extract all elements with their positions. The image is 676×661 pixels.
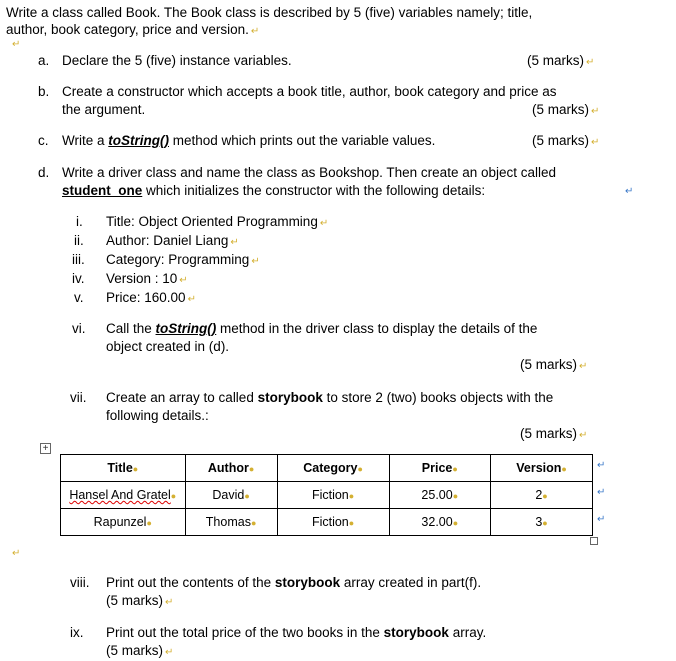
question-c-marks: (5 marks) ↵: [532, 133, 600, 148]
table-header-cell: Category●: [277, 455, 389, 482]
item-vii-line1: Create an array to called storybook to store 2 (two) books objects with the: [106, 390, 554, 405]
question-d-line2: student_one which initializes the constructor with the following details:: [62, 183, 486, 198]
table-cell: 32.00●: [389, 509, 491, 536]
row-end-mark: ↵: [597, 487, 606, 498]
table-header-cell: Price●: [389, 455, 491, 482]
item-vii-num: vii.: [70, 390, 87, 405]
table-cell: 3●: [491, 509, 593, 536]
detail-text: Author: Daniel Liang ↵: [106, 233, 239, 248]
question-b-marks: (5 marks) ↵: [532, 102, 600, 117]
item-ix-marks: (5 marks) ↵: [106, 643, 174, 658]
table-header-row: [61, 455, 593, 482]
question-a-text: Declare the 5 (five) instance variables.: [62, 53, 292, 68]
table-cell: David●: [185, 482, 277, 509]
table-row: [61, 509, 593, 536]
item-vi-line2: object created in (d).: [106, 339, 230, 354]
table-resize-handle[interactable]: [590, 537, 598, 545]
table-cell: Hansel And Gratel●: [61, 482, 186, 509]
item-viii-num: viii.: [70, 575, 90, 590]
detail-text: Category: Programming ↵: [106, 252, 260, 267]
row-end-mark: ↵: [597, 514, 606, 525]
item-viii-line1: Print out the contents of the storybook array created in part(f).: [106, 575, 482, 590]
detail-num: i.: [76, 214, 83, 229]
row-end-mark: ↵: [597, 460, 606, 471]
item-ix-num: ix.: [70, 625, 84, 640]
intro-line-1: Write a class called Book. The Book class is described by 5 (five) variables namely; title,: [6, 5, 533, 20]
table-cell: Thomas●: [185, 509, 277, 536]
detail-num: iii.: [72, 252, 85, 267]
item-vi-line1: Call the toString() method in the driver class to display the details of the: [106, 321, 538, 336]
books-table: [60, 454, 593, 536]
table-cell: Fiction●: [277, 482, 389, 509]
table-move-handle[interactable]: +: [40, 443, 51, 454]
table-header-cell: Title●: [61, 455, 186, 482]
detail-text: Title: Object Oriented Programming ↵: [106, 214, 329, 229]
detail-num: v.: [74, 290, 84, 305]
item-viii-marks: (5 marks) ↵: [106, 593, 174, 608]
table-header-cell: Version●: [491, 455, 593, 482]
question-d-line1: Write a driver class and name the class as Bookshop. Then create an object called: [62, 165, 557, 180]
item-vii-line2: following details.:: [106, 408, 209, 423]
table-cell: Rapunzel●: [61, 509, 186, 536]
question-c-letter: c.: [38, 133, 49, 148]
detail-text: Version : 10 ↵: [106, 271, 188, 286]
item-vi-marks: (5 marks) ↵: [520, 357, 588, 372]
item-vii-marks: (5 marks) ↵: [520, 426, 588, 441]
paragraph-mark: ↵: [12, 39, 21, 50]
detail-text: Price: 160.00 ↵: [106, 290, 196, 305]
detail-num: iv.: [72, 271, 85, 286]
question-b-letter: b.: [38, 84, 50, 99]
question-c-text: Write a toString() method which prints out the variable values.: [62, 133, 436, 148]
table-cell: 2●: [491, 482, 593, 509]
question-b-line1: Create a constructor which accepts a book title, author, book category and price as: [62, 84, 557, 99]
question-d-letter: d.: [38, 165, 50, 180]
question-b-line2: the argument.: [62, 102, 146, 117]
side-paragraph-mark: ↵: [625, 186, 634, 197]
paragraph-mark: ↵: [12, 548, 21, 559]
intro-line-2: author, book category, price and version. ↵: [6, 22, 260, 37]
table-cell: 25.00●: [389, 482, 491, 509]
table-cell: Fiction●: [277, 509, 389, 536]
table-header-cell: Author●: [185, 455, 277, 482]
item-vi-num: vi.: [72, 321, 86, 336]
detail-num: ii.: [74, 233, 84, 248]
question-a-letter: a.: [38, 53, 50, 68]
item-ix-line1: Print out the total price of the two books in the storybook array.: [106, 625, 487, 640]
question-a-marks: (5 marks) ↵: [527, 53, 595, 68]
table-row: [61, 482, 593, 509]
